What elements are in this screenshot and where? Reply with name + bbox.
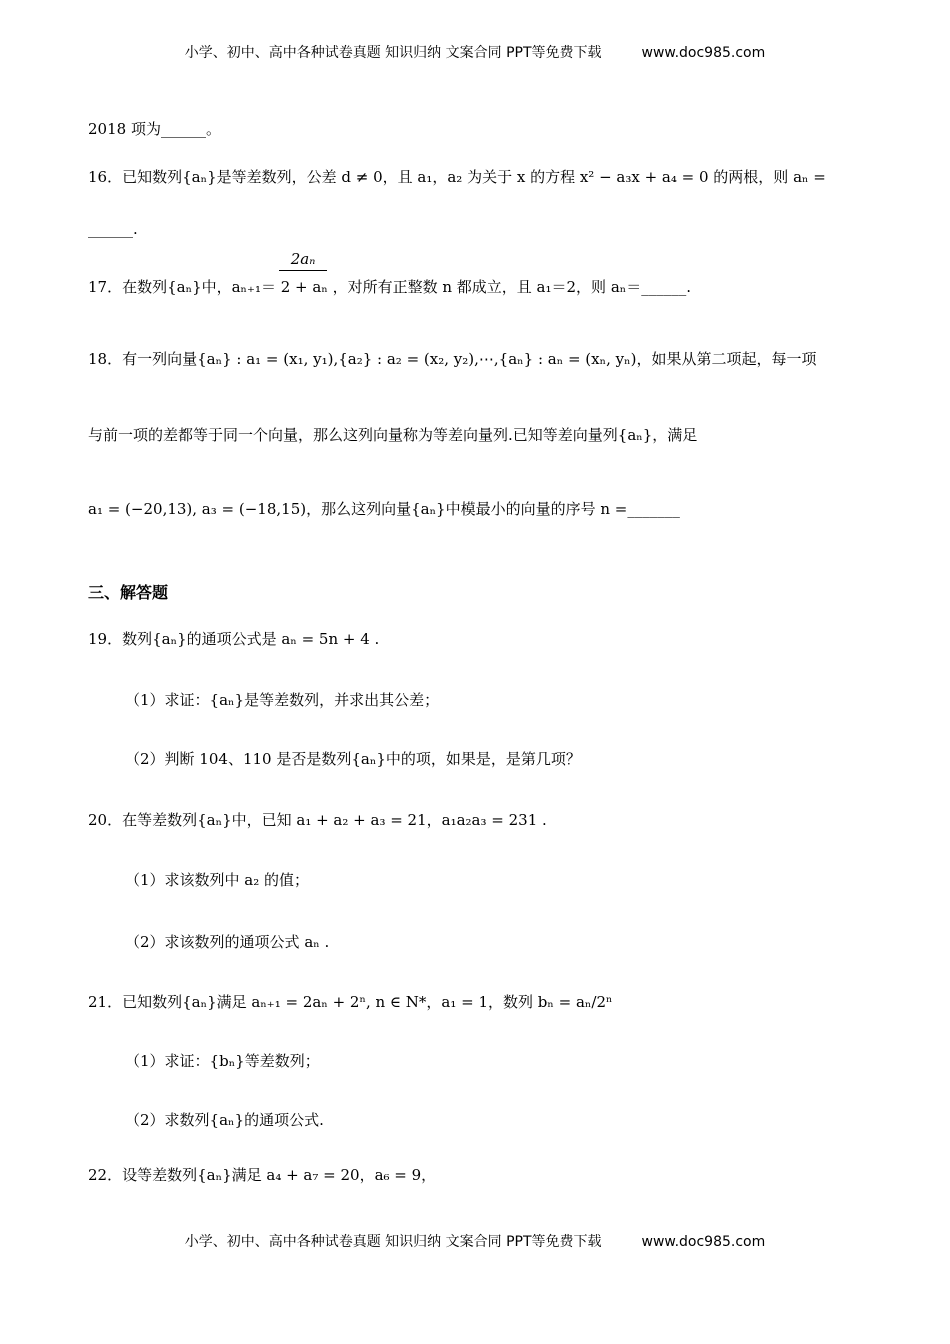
section-heading: 三、解答题 [88, 583, 169, 602]
question-18: 18．有一列向量{aₙ} : a₁ = (x₁, y₁),{a₂} : a₂ = (x₂, y₂),⋯,{aₙ} : aₙ = (xₙ, yₙ)，如果从第二项起，每一项 [88, 350, 817, 368]
question-20-part2: （2）求该数列的通项公式 aₙ . [125, 933, 330, 951]
page-footer [0, 1231, 950, 1251]
question-22: 22．设等差数列{aₙ}满足 a₄ + a₇ = 20，a₆ = 9， [88, 1166, 437, 1184]
question-19-part2: （2）判断 104、110 是否是数列{aₙ}中的项，如果是，是第几项？ [125, 750, 581, 768]
question-16-blank: ______. [88, 220, 138, 238]
question-18-line2: 与前一项的差都等于同一个向量，那么这列向量称为等差向量列.已知等差向量列{aₙ}，满足 [88, 426, 698, 444]
question-19: 19．数列{aₙ}的通项公式是 aₙ = 5n + 4 . [88, 630, 380, 648]
footer-text: 小学、初中、高中各种试卷真题 知识归纳 文案合同 PPT等免费下载 [184, 1234, 602, 1250]
question-18-line3: a₁ = (−20,13), a₃ = (−18,15)，那么这列向量{aₙ}中模最小的向量的序号 n =_______ [88, 500, 680, 518]
question-21-part2: （2）求数列{aₙ}的通项公式. [125, 1111, 324, 1129]
question-21-part1: （1）求证：{bₙ}等差数列； [125, 1052, 320, 1070]
page-header [0, 42, 950, 62]
q17-fraction-numerator: 2aₙ [279, 250, 327, 271]
question-21: 21．已知数列{aₙ}满足 aₙ₊₁ = 2aₙ + 2ⁿ, n ∈ N*，a₁ = 1，数列 bₙ = aₙ/2ⁿ [88, 993, 613, 1011]
question-17: 17．在数列{aₙ}中，aₙ₊₁＝ 2 + aₙ ，对所有正整数 n 都成立，且 a₁＝2，则 aₙ＝______. [88, 278, 692, 296]
question-20: 20．在等差数列{aₙ}中，已知 a₁ + a₂ + a₃ = 21，a₁a₂a₃ = 231 . [88, 811, 547, 829]
header-site: www.doc985.com [641, 45, 766, 61]
footer-site: www.doc985.com [641, 1234, 766, 1250]
q15-tail: 2018 项为______。 [88, 120, 221, 138]
question-20-part1: （1）求该数列中 a₂ 的值； [125, 871, 310, 889]
question-19-part1: （1）求证：{aₙ}是等差数列，并求出其公差； [125, 691, 440, 709]
header-text: 小学、初中、高中各种试卷真题 知识归纳 文案合同 PPT等免费下载 [184, 45, 602, 61]
question-16: 16．已知数列{aₙ}是等差数列，公差 d ≠ 0，且 a₁，a₂ 为关于 x 的方程 x² − a₃x + a₄ = 0 的两根，则 aₙ = [88, 168, 826, 186]
